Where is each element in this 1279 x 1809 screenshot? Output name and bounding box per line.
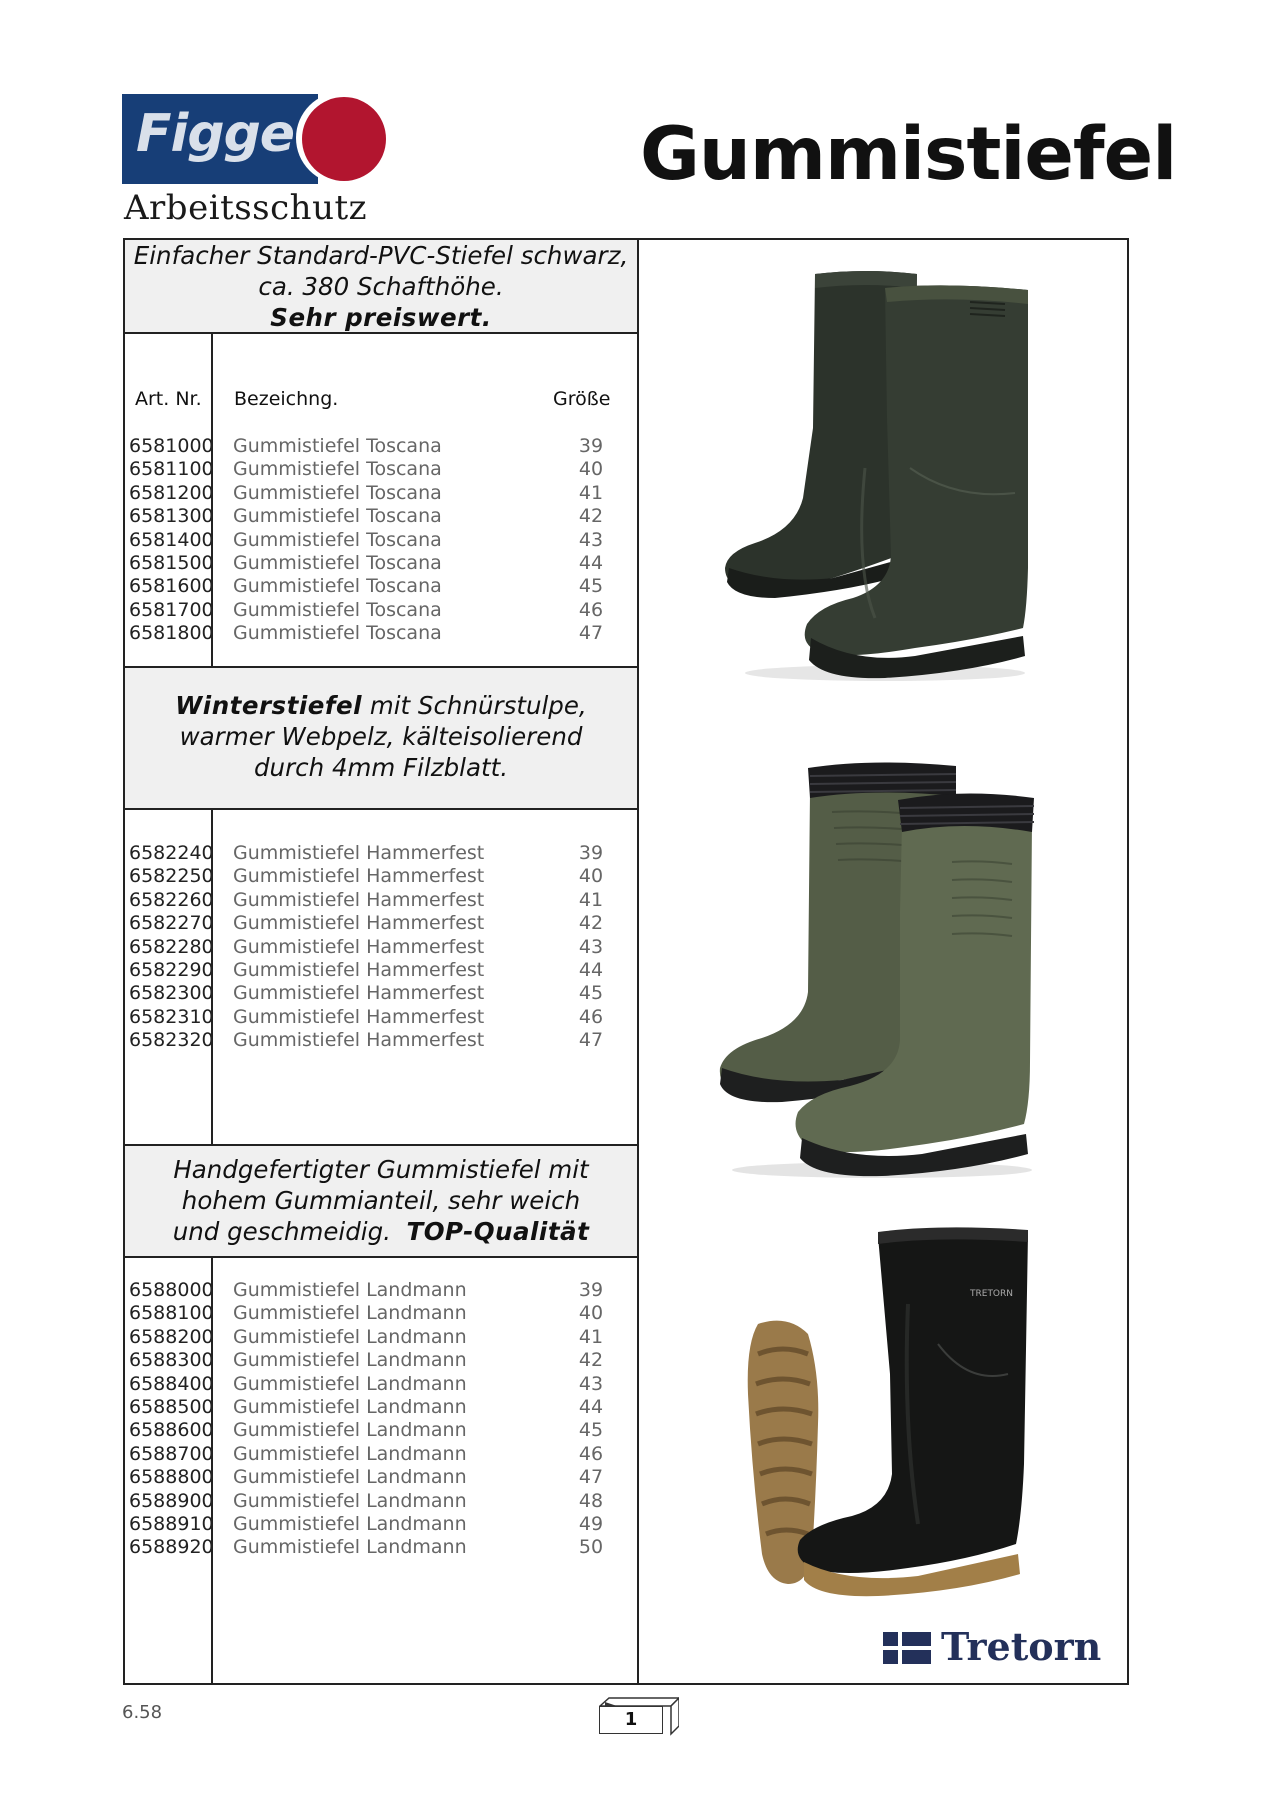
product-size: 46 [578,1005,604,1028]
product-list-landmann [128,1279,628,1560]
product-size: 43 [578,935,604,958]
product-name: Gummistiefel Landmann [233,1536,467,1559]
article-number: 6582250 [129,865,214,888]
table-row [128,505,628,528]
product-name: Gummistiefel Toscana [233,575,442,598]
table-row [128,1349,628,1372]
article-number: 6588500 [129,1395,214,1418]
table-row [128,842,628,865]
product-image-toscana-boots [715,268,1035,683]
logo-text: Figge [136,104,295,164]
article-number: 6581300 [129,505,214,528]
product-name: Gummistiefel Toscana [233,528,442,551]
product-name: Gummistiefel Hammerfest [233,865,485,888]
product-name: Gummistiefel Hammerfest [233,1029,485,1052]
product-name: Gummistiefel Toscana [233,622,442,645]
heading-line [125,690,637,721]
article-number: 6588600 [129,1419,214,1442]
article-number: 6581700 [129,598,214,621]
column-header-groesse: Größe [553,388,611,410]
article-number: 6588700 [129,1442,214,1465]
article-number: 6588300 [129,1349,214,1372]
product-size: 46 [578,1442,604,1465]
product-name: Gummistiefel Landmann [233,1372,467,1395]
product-size: 44 [578,551,604,574]
product-size: 39 [578,435,604,457]
heading-bold-word: TOP-Qualität [406,1217,590,1246]
table-row [128,1326,628,1349]
product-size: 42 [578,912,604,935]
article-number: 6581400 [129,528,214,551]
heading-line: durch 4mm Filzblatt. [254,753,508,782]
product-name: Gummistiefel Landmann [233,1279,467,1301]
article-number: 6582270 [129,912,214,935]
section-heading-landmann [125,1146,637,1256]
product-size: 42 [578,1349,604,1372]
product-name: Gummistiefel Landmann [233,1395,467,1418]
table-row [128,529,628,552]
divider-horizontal [123,1256,639,1258]
table-row [128,1419,628,1442]
boot-brand-print: TRETORN [970,1289,1014,1299]
table-row [128,1029,628,1052]
table-row [128,552,628,575]
heading-line-rest: mit Schnürstulpe, [362,691,587,720]
product-name: Gummistiefel Landmann [233,1489,467,1512]
table-row [128,622,628,645]
article-number: 6582300 [129,982,214,1005]
table-row [128,1279,628,1302]
product-size: 49 [578,1512,604,1535]
table-row [128,865,628,888]
product-size: 41 [578,1325,604,1348]
product-size: 46 [578,598,604,621]
article-number: 6588400 [129,1372,214,1395]
heading-line: Einfacher Standard-PVC-Stiefel schwarz, [133,241,629,270]
product-name: Gummistiefel Hammerfest [233,1005,485,1028]
heading-line: hohem Gummianteil, sehr weich [181,1186,581,1215]
product-size: 39 [578,1279,604,1301]
product-size: 43 [578,1372,604,1395]
article-number: 6581600 [129,575,214,598]
product-name: Gummistiefel Landmann [233,1512,467,1535]
product-size: 43 [578,528,604,551]
table-row [128,1373,628,1396]
table-row [128,936,628,959]
flag-icon [883,1632,931,1664]
product-image-hammerfest-boots [712,762,1042,1182]
product-name: Gummistiefel Toscana [233,505,442,528]
product-size: 45 [578,575,604,598]
heading-line: warmer Webpelz, kälteisolierend [179,722,583,751]
page-number: 1 [599,1706,663,1734]
product-size: 44 [578,958,604,981]
product-size: 48 [578,1489,604,1512]
table-row [128,959,628,982]
article-number: 6582290 [129,958,214,981]
product-name: Gummistiefel Hammerfest [233,935,485,958]
table-row [128,1513,628,1536]
product-list-toscana [128,435,628,646]
article-number: 6581800 [129,622,214,645]
product-name: Gummistiefel Landmann [233,1302,467,1325]
product-size: 40 [578,458,604,481]
logo-subtitle: Arbeitsschutz [124,188,368,228]
product-size: 45 [578,982,604,1005]
product-size: 47 [578,622,604,645]
page-number-box [599,1696,679,1736]
product-size: 44 [578,1395,604,1418]
table-row [128,912,628,935]
product-size: 40 [578,1302,604,1325]
table-row [128,599,628,622]
article-number: 6588100 [129,1302,214,1325]
table-row [128,982,628,1005]
table-row [128,435,628,458]
brand-name: Tretorn [941,1624,1102,1669]
table-row [128,1466,628,1489]
table-row [128,482,628,505]
product-name: Gummistiefel Toscana [233,458,442,481]
heading-line [125,1216,637,1247]
article-number: 6582260 [129,888,214,911]
table-row [128,1490,628,1513]
product-list-hammerfest [128,842,628,1053]
section-heading-hammerfest [125,668,637,808]
article-number: 6588920 [129,1536,214,1559]
heading-line: ca. 380 Schafthöhe. [258,272,504,301]
article-number: 6588200 [129,1325,214,1348]
page-title: Gummistiefel [640,112,1177,197]
product-name: Gummistiefel Toscana [233,481,442,504]
product-name: Gummistiefel Toscana [233,435,442,457]
product-size: 41 [578,888,604,911]
heading-bold-word: Winterstiefel [175,691,363,720]
product-name: Gummistiefel Toscana [233,598,442,621]
table-row [128,458,628,481]
page-reference: 6.58 [122,1702,163,1723]
table-row [128,1536,628,1559]
divider-horizontal [123,808,639,810]
article-number: 6581100 [129,458,214,481]
table-row [128,575,628,598]
column-header-art-nr: Art. Nr. [135,388,202,410]
product-name: Gummistiefel Hammerfest [233,842,485,864]
table-row [128,1006,628,1029]
company-logo [122,94,399,228]
product-size: 42 [578,505,604,528]
product-name: Gummistiefel Landmann [233,1349,467,1372]
product-name: Gummistiefel Landmann [233,1325,467,1348]
divider-vertical-main [637,238,639,1685]
logo-red-circle [302,97,386,181]
column-header-bezeichnung: Bezeichng. [234,388,339,410]
article-number: 6588910 [129,1512,214,1535]
product-name: Gummistiefel Hammerfest [233,958,485,981]
article-number: 6582320 [129,1029,214,1052]
article-number: 6588000 [129,1279,214,1301]
heading-line-bold: Sehr preiswert. [270,303,492,332]
article-number: 6581200 [129,481,214,504]
section-heading-toscana [125,240,637,332]
table-row [128,1302,628,1325]
table-row [128,889,628,912]
table-row [128,1396,628,1419]
product-size: 40 [578,865,604,888]
product-name: Gummistiefel Landmann [233,1419,467,1442]
logo-box [122,94,318,184]
product-size: 45 [578,1419,604,1442]
product-name: Gummistiefel Toscana [233,551,442,574]
article-number: 6582310 [129,1005,214,1028]
product-size: 50 [578,1536,604,1559]
article-number: 6581000 [129,435,214,457]
article-number: 6588900 [129,1489,214,1512]
product-name: Gummistiefel Hammerfest [233,888,485,911]
article-number: 6582240 [129,842,214,864]
product-image-landmann-boot [728,1224,1038,1624]
heading-line-start: und geschmeidig. [172,1217,391,1246]
product-size: 41 [578,481,604,504]
product-size: 47 [578,1466,604,1489]
article-number: 6582280 [129,935,214,958]
product-name: Gummistiefel Hammerfest [233,912,485,935]
article-number: 6581500 [129,551,214,574]
product-name: Gummistiefel Landmann [233,1466,467,1489]
heading-line: Handgefertigter Gummistiefel mit [173,1155,589,1184]
product-size: 39 [578,842,604,864]
table-row [128,1443,628,1466]
product-name: Gummistiefel Landmann [233,1442,467,1465]
product-size: 47 [578,1029,604,1052]
product-name: Gummistiefel Hammerfest [233,982,485,1005]
article-number: 6588800 [129,1466,214,1489]
